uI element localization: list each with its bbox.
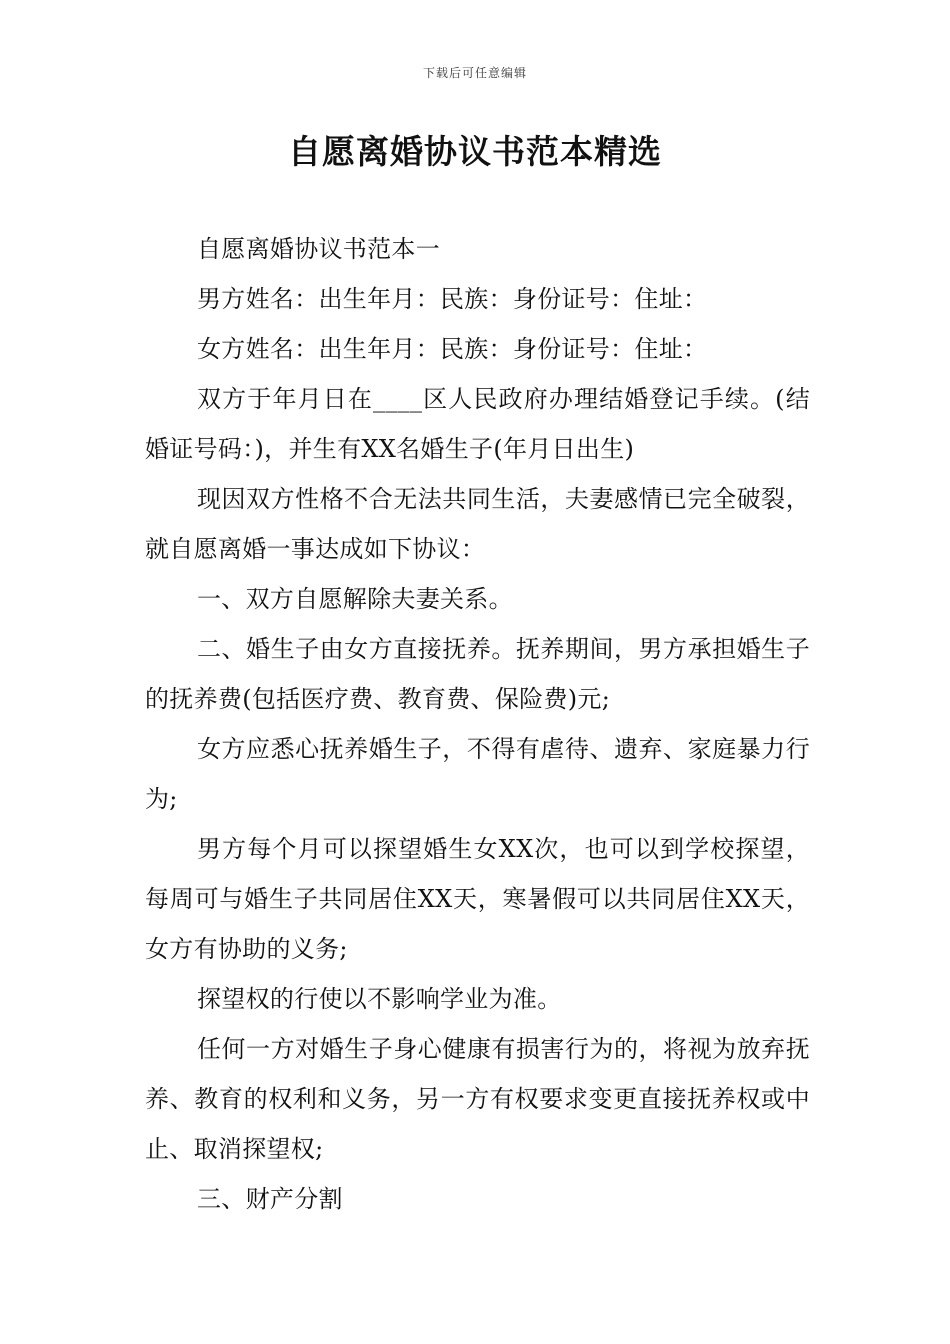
paragraph-reason: 现因双方性格不合无法共同生活，夫妻感情已完全破裂，就自愿离婚一事达成如下协议： — [145, 485, 810, 563]
header-note: 下载后可任意编辑 — [422, 66, 527, 80]
paragraph-visitation-limit: 探望权的行使以不影响学业为准。 — [197, 985, 562, 1013]
paragraph-marriage-registration: 双方于年月日在____区人民政府办理结婚登记手续。(结婚证号码：)，并生有XX名婚生子(年月日出生) — [145, 385, 810, 463]
paragraph-clause-3: 三、财产分割 — [197, 1185, 343, 1213]
paragraph-clause-1: 一、双方自愿解除夫妻关系。 — [197, 585, 513, 613]
paragraph-subtitle: 自愿离婚协议书范本一 — [197, 235, 440, 263]
paragraph-female-duty: 女方应悉心抚养婚生子，不得有虐待、遗弃、家庭暴力行为; — [145, 735, 810, 813]
document-title: 自愿离婚协议书范本精选 — [288, 132, 662, 171]
document-body — [145, 224, 810, 1224]
paragraph-harm-clause: 任何一方对婚生子身心健康有损害行为的，将视为放弃抚养、教育的权利和义务，另一方有权要求变更直接抚养权或中止、取消探望权; — [145, 1035, 810, 1163]
paragraph-visitation: 男方每个月可以探望婚生女XX次，也可以到学校探望，每周可与婚生子共同居住XX天，寒暑假可以共同居住XX天，女方有协助的义务; — [145, 835, 810, 963]
paragraph-clause-2: 二、婚生子由女方直接抚养。抚养期间，男方承担婚生子的抚养费(包括医疗费、教育费、保险费)元; — [145, 635, 810, 713]
paragraph-male-info: 男方姓名：出生年月：民族：身份证号：住址： — [197, 285, 708, 313]
paragraph-female-info: 女方姓名：出生年月：民族：身份证号：住址： — [197, 335, 708, 363]
